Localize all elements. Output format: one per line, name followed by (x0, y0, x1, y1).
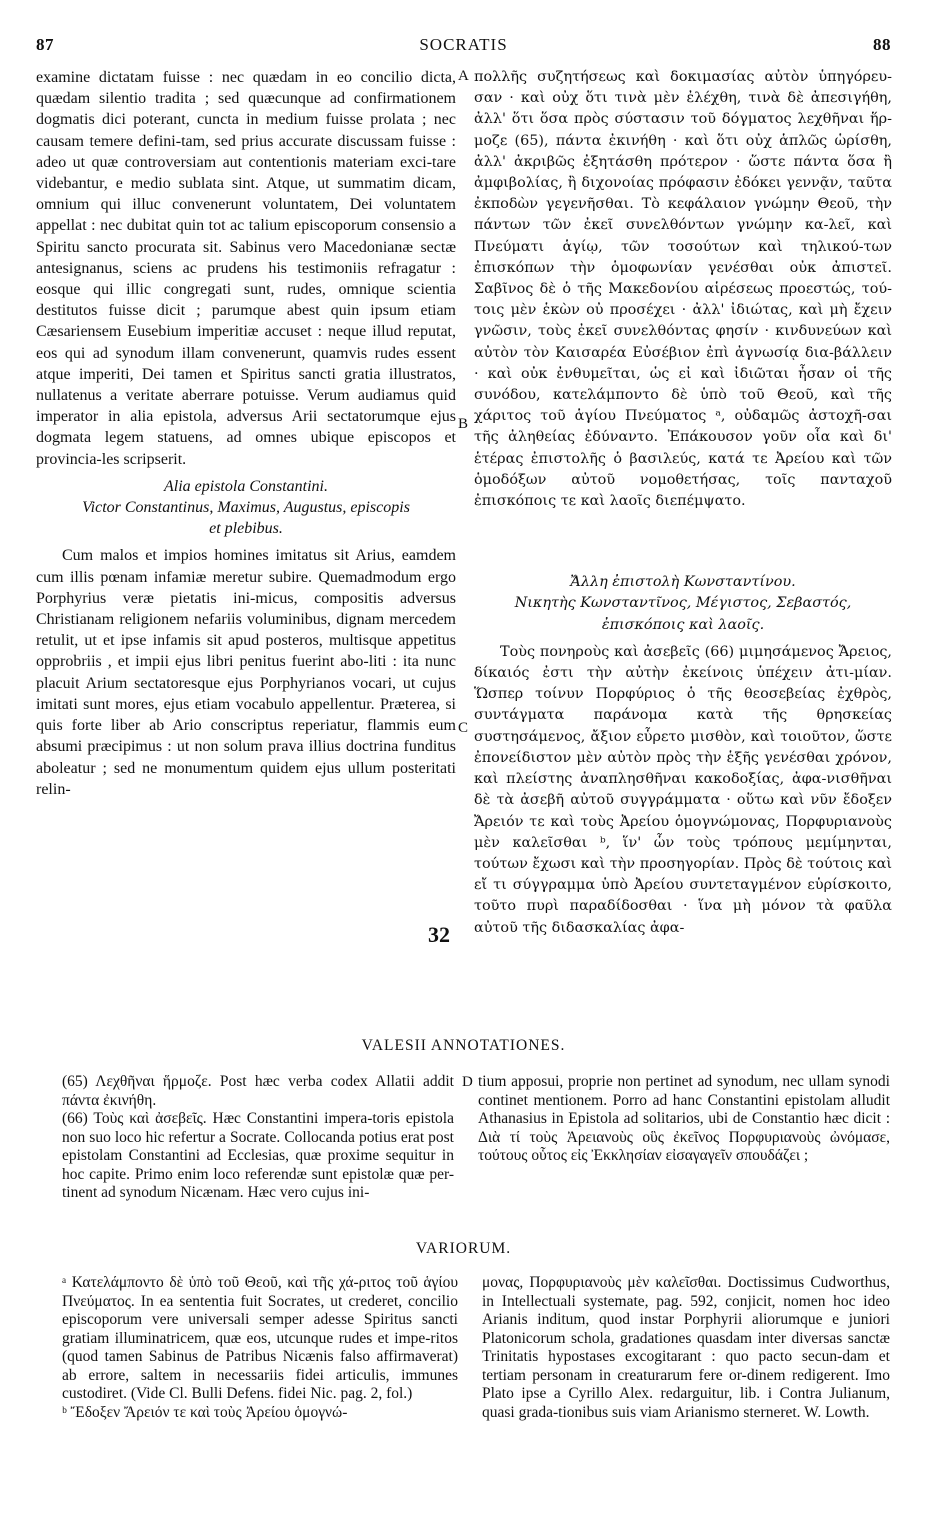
latin-paragraph-1: examine dictatam fuisse : nec quædam in eo concilio dicta, quædam silentio tradita ; sed quæcunque ad confirmationem dogmatis dici poterant, cuncta in medium fuisse prolata ; nec causam temere defini-tam, sed prius accurate discussam fuisse : adeo ut quæ controversiam aut contentionis materiam exci-tare videbantur, e medio sublata sint. Atque, ut summatim dicam, omnium qui illuc convenerunt voluntatem, Dei voluntatem appellat : nec dubitat quin tot ac talium episcoporum consensio a Spiritu sancto procurata sit. Sabinus vero Macedonianæ sectæ antesignanus, sciens ac prudens his testimoniis refragatur : eosque qui illic congregati sunt, rudes, omnique scientia destitutos fuisse dicit ; parumque abest quin ipsum etiam Cæsariensem Eusebium imperitiæ accuset : neque illud reputat, eos qui ad synodum illam convenerunt, quamvis rudes essent atque imperiti, Dei tamen et Spiritus sancti gratia illustratos, nullatenus a veritate aberrare potuisse. Verum audiamus quid imperator in alia epistola, adversus Arii sectatorumque ejus dogmata legem statuens, ad omnes ubique episcopos et provincia-les scripserit. (36, 69, 456, 468)
margin-marker-d: D (462, 1074, 473, 1090)
margin-marker-c: C (458, 720, 469, 736)
page-header (36, 35, 891, 57)
latin-column (36, 67, 456, 800)
valesii-notes-left: (65) Λεχθῆναι ἥρμοζε. Post hæc verba codex Allatii addit πάντα ἐκινήθη. (66) Τοὺς καὶ ἀσεβεῖς. Hæc Constantini impera-toris epistola non suo loco hic refertur a Socrate. Collocanda potius erat post epistolam Constantini ad Ecclesias, quæ proxime sequitur in hoc capite. Primo enim loco referendæ sunt epistolæ quæ per-tinent ad synodum Nicænam. Hæc vero cujus ini- (62, 1073, 454, 1201)
page-number-left: 87 (36, 35, 54, 54)
latin-paragraph-2: Cum malos et impios homines imitatus sit Arius, eamdem cum illis pœnam infamiæ meretur subire. Quemadmodum ergo Porphyrius veræ pietatis ini-micus, compositis adversus Christianam religionem nefariis voluminibus, dignam mercedem retulit, ut et ipse infamis sit apud posteros, multisque appetitus opprobriis , et impii ejus libri penitus fuerint abo-liti : ita nunc placuit Arium sectatoresque ejus Porphyrianos vocari, ut cujus imitati sunt mores, ejus etiam vocabulo appellentur. Præterea, si quis forte liber ab Ario conscriptus reperiatur, flammis eum absumi præcipimus : ut non solum prava illius doctrina funditus aboleatur ; sed ne monumentum quidem ejus ullum posteritati relin- (36, 547, 456, 798)
variorum-notes-right: μονας, Πορφυριανοὺς μὲν καλεῖσθαι. Doctissimus Cudworthus, in Intellectuali systemate, pag. 592, conjicit, nomen hoc ideo Arianis inditum, quod instar Porphyrii aliorumque e juniori Platonicorum schola, gradationes quasdam inter diversas sanctæ Trinitatis hypostases excogitarant : quo pacto secun-dam et tertiam personam in creaturarum fere or-dinem redigerent. Imo Plato ipse a Cyrillo Alex. redarguitur, lib. i Contra Julianum, quasi grada-tionibus suis viam Arianismo sterneret. W. Lowth. (482, 1274, 890, 1421)
margin-marker-a: A (458, 68, 469, 84)
variorum-notes-left: ᵃ Κατελάμποντο δὲ ὑπὸ τοῦ Θεοῦ, καὶ τῆς χά-ριτος τοῦ ἁγίου Πνεύματος. In ea sententia fuit Socrates, ut crederet, concilio episcoporum vere universali semper adesse Spiritus sancti gratiam illuminatricem, quæ eos, utcunque rudes et impe-ritos (quod tamen Sabinus de Patribus Nicænis falso affirmaverat) ab errore, saltem in necessariis fidei articulis, immunes custodiret. (Vide Cl. Bulli Defens. fidei Nic. pag. 2, fol.) ᵇ Ἔδοξεν Ἄρειόν τε καὶ τοὺς Ἀρείου ὁμογνώ- (62, 1274, 458, 1421)
margin-marker-b: B (458, 416, 469, 432)
greek-paragraph-1: πολλῆς συζητήσεως καὶ δοκιμασίας αὐτὸν ὑπηγόρευ-σαν · καὶ οὐχ ὅτι τινὰ μὲν ἐλέχθη, τινὰ δὲ ἀπεσιγήθη, ἀλλ' ὅτι ὅσα πρὸς σύστασιν τοῦ δόγματος λεχθῆναι ἥρ-μοζε (65), πάντα ἐκινήθη · καὶ ὅτι οὐχ ἁπλῶς ὡρίσθη, ἀλλ' ἀκριβῶς ἐξητάσθη πρότερον · ὥστε πάντα ὅσα ἢ ἀμφιβολίας, ἢ διχονοίας πρόφασιν ἐδόκει γεννᾷν, ταῦτα ἐκποδὼν γεγενῆσθαι. Τὸ κεφάλαιον γνώμην Θεοῦ, τὴν πάντων τῶν ἐκεῖ συνελθόντων γνώμην κα-λεῖ, καὶ Πνεύματι ἁγίῳ, τῶν τοσούτων καὶ τηλικού-των ἐπισκόπων τὴν ὁμοφωνίαν γενέσθαι οὐκ ἀπιστεῖ. Σαβῖνος δὲ ὁ τῆς Μακεδονίου αἱρέσεως προεστώς, τού-τοις μὲν ἑκὼν οὐ προσέχει · ἀλλ' ἰδιώτας, καὶ μὴ ἔχειν γνῶσιν, τοὺς ἐκεῖ συνελθόντας φησίν · κινδυνεύων καὶ αὐτὸν τὸν Καισαρέα Εὐσέβιον ἐπὶ ἀγνωσίᾳ δια-βάλλειν · καὶ οὐκ ἐνθυμεῖται, ὡς εἰ καὶ ἰδιῶται ἦσαν οἱ τῆς συνόδου, κατελάμποντο δὲ ὑπὸ τοῦ Θεοῦ, καὶ τῆς χάριτος τοῦ ἁγίου Πνεύματος ᵃ, οὐδαμῶς ἀστοχῆ-σαι τῆς ἀληθείας ἐδύναντο. Ἐπάκουσον γοῦν οἷα καὶ δι' ἑτέρας ἐπιστολῆς ὁ βασιλεύς, κατά τε Ἀρείου καὶ τῶν ὁμοδόξων αὐτοῦ νομοθετήσας, τοῖς πανταχοῦ ἐπισκόποις τε καὶ λαοῖς διεπέμψατο. (474, 69, 892, 510)
valesii-heading: VALESII ANNOTATIONES. (361, 1037, 566, 1054)
page-number-right: 88 (873, 35, 891, 54)
greek-epistle-salutation-2: ἐπισκόποις καὶ λαοῖς. (601, 616, 765, 633)
greek-epistle-salutation: Νικητὴς Κωνσταντῖνος, Μέγιστος, Σεβαστός, (514, 595, 852, 612)
greek-paragraph-2: Τοὺς πονηροὺς καὶ ἀσεβεῖς (66) μιμησάμενος Ἄρειος, δίκαιός ἐστι τὴν αὐτὴν ἐκείνοις ὑπέχειν ἀτι-μίαν. Ὥσπερ τοίνυν Πορφύριος ὁ τῆς θεοσεβείας ἐχθρὸς, συντάγματα παράνομα κατὰ τῆς θρησκείας συστησάμενος, ἄξιον εὗρετο μισθὸν, καὶ τοιοῦτον, ὥστε ἐπονείδιστον μὲν αὐτὸν πρὸς τὴν ἑξῆς γενέσθαι χρόνον, καὶ πλείστης ἀναπλησθῆναι κακοδοξίας, ἀφα-νισθῆναι δὲ τὰ ἀσεβῆ αὐτοῦ συγγράμματα · οὕτω καὶ νῦν ἔδοξεν Ἄρειόν τε καὶ τοὺς Ἀρείου ὁμογνώμονας, Πορφυριανοὺς μὲν καλεῖσθαι ᵇ, ἵν' ὧν τοὺς τρόπους μεμίμηνται, τούτων ἔχωσι καὶ τὴν προσηγορίαν. Πρὸς δὲ τούτοις καὶ εἴ τι σύγγραμμα ὑπὸ Ἀρείου συντεταγμένον εὑρίσκοιτο, τοῦτο πυρὶ παραδίδοσθαι · ἵνα μὴ μόνον τὰ φαῦλα αὐτοῦ τῆς διδασκαλίας ἀφα- (474, 643, 892, 936)
running-title: SOCRATIS (419, 35, 508, 54)
latin-epistle-title: Alia epistola Constantini. (163, 477, 328, 495)
valesii-notes-right: tium apposui, proprie non pertinet ad synodum, nec ullam synodi continet mentionem. Porro ad hanc Constantini epistolam alludit Athanasius in Epistola ad solitarios, ubi de Constantio hæc dicit : Διὰ τί τοὺς Ἀρειανοὺς οὓς ἐκεῖνος Πορφυριανοὺς ὠνόμασε, τούτους οὗτος εἰς Ἐκκλησίαν εἰσαγαγεῖν σπουδάζει ; (478, 1073, 890, 1164)
variorum-heading: VARIORUM. (415, 1240, 512, 1257)
latin-epistle-salutation: Victor Constantinus, Maximus, Augustus, episcopis (82, 499, 410, 517)
margin-number: 32 (428, 922, 450, 947)
greek-column (474, 67, 892, 939)
greek-epistle-title: Ἄλλη ἐπιστολὴ Κωνσταντίνου. (570, 574, 796, 591)
latin-epistle-salutation-2: et plebibus. (209, 520, 283, 538)
